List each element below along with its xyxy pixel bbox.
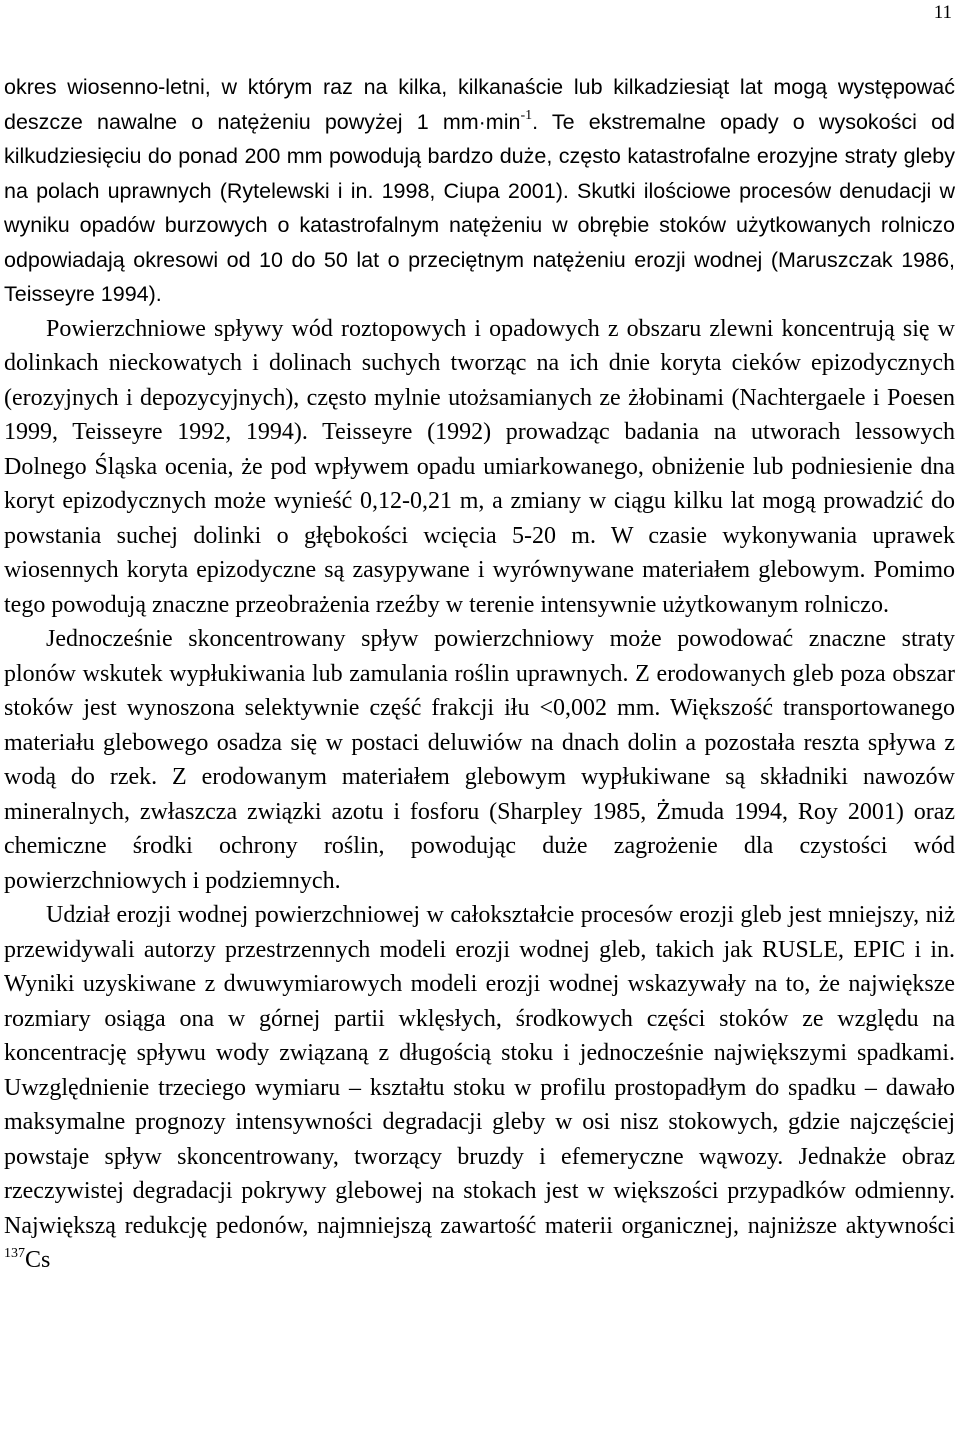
page-number: 11: [933, 2, 952, 23]
text-segment: Powierzchniowe spływy wód roztopowych i opadowych z obszaru zlewni koncentrują się w dolinkach nieckowatych i dolinach suchych tworząc na ich dnie koryta cieków epizodycznych (erozyjnych i depozycyjnych), często mylnie utożsamianych ze żłobinami (Nachtergaele i Poesen 1999, Teisseyre 1992, 1994). Teisseyre (1992) prowadząc badania na utworach lessowych Dolnego Śląska ocenia, że pod wpływem opadu umiarkowanego, obniżenie lub podniesienie dna koryt epizodycznych może wynieść 0,12-0,21 m, a zmiany w ciągu kilku lat mogą prowadzić do powstania suchej dolinki o głębokości wcięcia 5-20 m. W czasie wykonywania uprawek wiosennych koryta epizodyczne są zasypywane i wyrównywane materiałem glebowym. Pomimo tego powodują znaczne przeobrażenia rzeźby w terenie intensywnie użytkowanym rolniczo.: [4, 315, 955, 618]
paragraph: [4, 898, 955, 1278]
text-segment: okres wiosenno-letni, w którym raz na kilka, kilkanaście lub kilkadziesiąt lat mogą występować deszcze nawalne o natężeniu powyżej 1 mm·min: [4, 75, 955, 134]
text-segment: Cs: [25, 1247, 51, 1273]
text-segment: Udział erozji wodnej powierzchniowej w całokształcie procesów erozji gleb jest mniejszy, niż przewidywali autorzy przestrzennych modeli erozji wodnej gleb, takich jak RUSLE, EPIC i in. Wyniki uzyskiwane z dwuwymiarowych modeli erozji wodnej wskazywały na to, że największe rozmiary osiąga ona w górnej partii wklęsłych, środkowych części stoków ze względu na koncentrację spływu wody związaną z długością stoku i jednocześnie największymi spadkami. Uwzględnienie trzeciego wymiaru – kształtu stoku w profilu prostopadłym do spadku – dawało maksymalne prognozy intensywności degradacji gleby w osi nisz stokowych, gdzie najczęściej powstaje spływ skoncentrowany, tworzący bruzdy i efemeryczne wąwozy. Jednakże obraz rzeczywistej degradacji pokrywy glebowej na stokach jest w większości przypadków odmienny. Największą redukcję pedonów, najmniejszą zawartość materii organicznej, najniższe aktywności: [4, 902, 955, 1239]
paragraph: [4, 312, 955, 623]
text-segment: Jednocześnie skoncentrowany spływ powierzchniowy może powodować znaczne straty plonów wskutek wypłukiwania lub zamulania roślin uprawnych. Z erodowanych gleb poza obszar stoków jest wynoszona selektywnie część frakcji iłu <0,002 mm. Większość transportowanego materiału glebowego osadza się w postaci deluwiów na dnach dolin a pozostała reszta spływa z wodą do rzek. Z erodowanym materiałem glebowym wypłukiwane są składniki nawozów mineralnych, zwłaszcza związki azotu i fosforu (Sharpley 1985, Żmuda 1994, Roy 2001) oraz chemiczne środki ochrony roślin, powodując duże zagrożenie dla czystości wód powierzchniowych i podziemnych.: [4, 626, 955, 894]
paragraph: [4, 622, 955, 898]
superscript: 137: [4, 1246, 25, 1261]
paragraph: [4, 70, 955, 312]
superscript: -1: [520, 107, 533, 123]
text-segment: . Te ekstremalne opady o wysokości od kilkudziesięciu do ponad 200 mm powodują bardzo duże, często katastrofalne erozyjne straty gleby na polach uprawnych (Rytelewski i in. 1998, Ciupa 2001). Skutki ilościowe procesów denudacji w wyniku opadów burzowych o katastrofalnym natężeniu w obrębie stoków użytkowanych rolniczo odpowiadają okresowi od 10 do 50 lat o przeciętnym natężeniu erozji wodnej (Maruszczak 1986, Teisseyre 1994).: [4, 109, 955, 306]
body-text: [4, 70, 955, 1278]
